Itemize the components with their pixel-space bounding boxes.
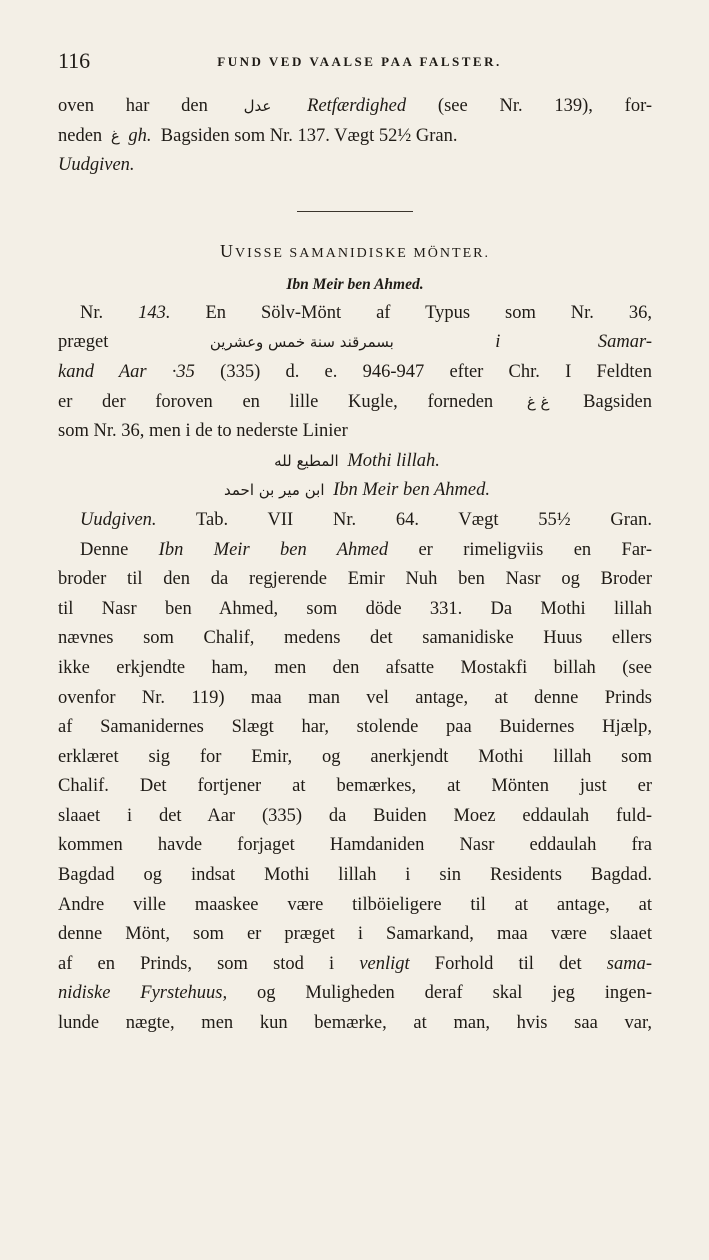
paragraph-line-17: lunde nægte, men kun bemærke, at man, hvis saa var, <box>58 1013 652 1034</box>
paragraph-line-12: Bagdad og indsat Mothi lillah i sin Residents Bagdad. <box>58 865 652 886</box>
translation: Retfærdighed <box>307 96 407 116</box>
title-initial: U <box>220 240 236 261</box>
page-number: 116 <box>58 48 91 73</box>
entry-line-6 <box>58 447 652 477</box>
arabic-letter: غ <box>110 126 120 145</box>
running-title: FUND VED VAALSE PAA FALSTER. <box>217 54 502 69</box>
paragraph-line-13: Andre ville maaskee være tilböieligere til at antage, at <box>58 894 652 915</box>
text: (335) d. e. 946-947 efter Chr. I Feldten <box>220 361 652 382</box>
arabic-inscription: ابن مير بن احمد <box>224 481 325 500</box>
paragraph-line-15 <box>58 950 652 980</box>
translation: kand Aar ·35 <box>58 361 195 382</box>
text: oven har den <box>58 96 208 116</box>
entry-line-8 <box>58 506 652 536</box>
translation: i Samar- <box>495 332 652 353</box>
arabic-inscription: المطيع لله <box>274 451 339 470</box>
paragraph-line-16 <box>58 979 652 1009</box>
entry-line-4 <box>58 388 652 418</box>
page-body <box>58 92 652 1039</box>
paragraph-line-10: slaaet i det Aar (335) da Buiden Moez eddaulah fuld- <box>58 805 652 826</box>
paragraph-line-7: af Samanidernes Slægt har, stolende paa Buidernes Hjælp, <box>58 717 652 738</box>
text: Forhold til det <box>434 953 582 974</box>
entry-number: 143. <box>138 302 171 323</box>
text: Nr. <box>80 302 104 323</box>
text: Denne <box>80 539 129 560</box>
paragraph-line-6: ovenfor Nr. 119) maa man vel antage, at denne Prinds <box>58 687 652 708</box>
section-title <box>58 240 652 265</box>
section-divider <box>297 211 413 212</box>
entry-line-2 <box>58 328 652 358</box>
arabic-letters: غ غ <box>526 392 550 411</box>
paragraph-line-8: erklæret sig for Emir, og anerkjendt Mothi lillah som <box>58 746 652 767</box>
text: Bagsiden som Nr. 137. Vægt 52½ Gran. <box>160 125 458 146</box>
emphasis: nidiske Fyrstehuus, <box>58 983 228 1004</box>
status: Uudgiven. <box>80 509 157 530</box>
entry-line-1 <box>58 299 652 329</box>
text: af en Prinds, som stod i <box>58 953 335 974</box>
prev-entry-line-2 <box>58 122 652 152</box>
entry-line-7 <box>58 476 652 506</box>
text: er rimeligviis en Far- <box>418 539 652 560</box>
translation: Ibn Meir ben Ahmed. <box>333 480 490 501</box>
arabic-inscription: بسمرقند سنة خمس وعشرين <box>209 333 394 352</box>
emphasis: Ibn Meir ben Ahmed <box>158 539 389 560</box>
emphasis: venligt <box>359 953 410 974</box>
translation: Mothi lillah. <box>347 450 440 471</box>
text: er der foroven en lille Kugle, forneden <box>58 391 494 412</box>
arabic-inscription: عدل <box>243 97 272 115</box>
paragraph-line-14: denne Mönt, som er præget i Samarkand, maa være slaaet <box>58 924 652 945</box>
text: En Sölv-Mönt af Typus som Nr. 36, <box>205 302 653 323</box>
entry-line-3 <box>58 358 652 388</box>
paragraph-line-4: nævnes som Chalif, medens det samanidiske Huus ellers <box>58 628 652 649</box>
entry-line-5: som Nr. 36, men i de to nederste Linier <box>58 421 348 442</box>
text: (see Nr. 139), for- <box>437 96 653 116</box>
transliteration: gh. <box>128 125 152 146</box>
text: Bagsiden <box>583 391 652 412</box>
paragraph-line-1 <box>58 536 652 566</box>
text: og Muligheden deraf skal jeg ingen- <box>257 983 652 1004</box>
paragraph-line-5: ikke erkjendte ham, men den afsatte Mostakfi billah (see <box>58 657 652 678</box>
title-rest: VISSE SAMANIDISKE MÖNTER. <box>235 245 490 261</box>
paragraph-line-9: Chalif. Det fortjener at bemærkes, at Mönten just er <box>58 776 652 797</box>
page-header <box>58 48 661 74</box>
paragraph-line-11: kommen havde forjaget Hamdaniden Nasr eddaulah fra <box>58 835 652 856</box>
prev-entry-line-1 <box>58 92 652 122</box>
text: Tab. VII Nr. 64. Vægt 55½ Gran. <box>196 509 652 530</box>
section-subtitle: Ibn Meir ben Ahmed. <box>286 275 424 293</box>
emphasis: sama- <box>606 953 652 974</box>
prev-entry-line-3: Uudgiven. <box>58 155 135 176</box>
paragraph-line-2: broder til den da regjerende Emir Nuh ben Nasr og Broder <box>58 569 652 590</box>
text: præget <box>58 332 109 353</box>
paragraph-line-3: til Nasr ben Ahmed, som döde 331. Da Mothi lillah <box>58 598 652 619</box>
text: neden <box>58 125 103 146</box>
